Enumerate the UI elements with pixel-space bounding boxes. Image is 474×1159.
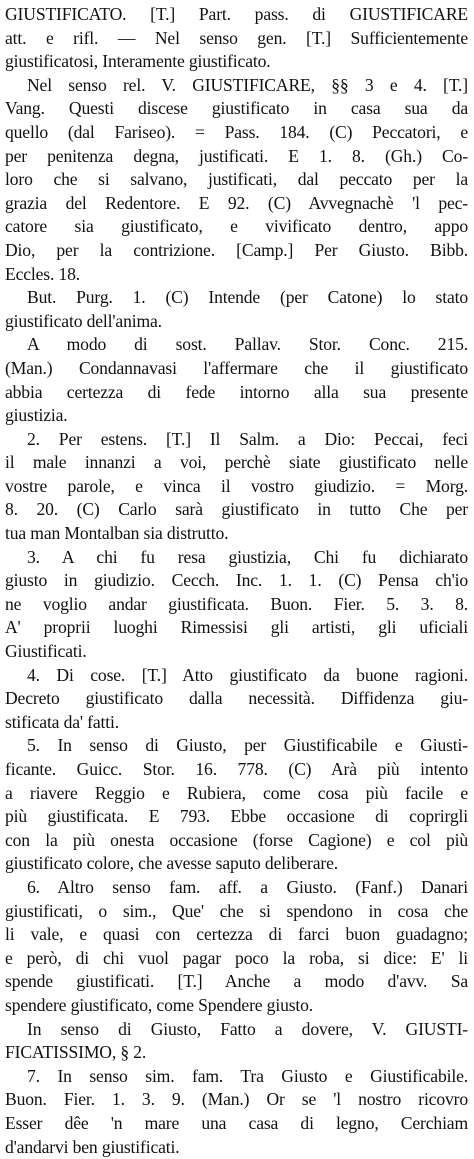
entry-line: (Man.) Condannavasi l'affermare che il giustificato [5,357,468,381]
entry-line: giustificati, o sim., Que' che si spendono in cosa che [5,900,468,924]
entry-line: Decreto giustificato dalla necessità. Diffidenza giu- [5,687,468,711]
entry-line: d'andarvi ben giustificati. [5,1136,468,1159]
entry-line: con la più onesta occasione (forse Cagione) e col più [5,829,468,853]
entry-line: Vang. Questi discese giustificato in casa sua da [5,97,468,121]
entry-line: tua man Montalban sia distrutto. [5,522,468,546]
entry-line: stificata da' fatti. [5,711,468,735]
entry-line: grazia del Redentore. E 92. (C) Avvegnachè 'l pec- [5,192,468,216]
entry-line: FICATISSIMO, § 2. [5,1041,468,1065]
entry-line: giustificato colore, che avesse saputo deliberare. [5,852,468,876]
entry-line: ne voglio andar giustificata. Buon. Fier. 5. 3. 8. [5,593,468,617]
entry-line: 7. In senso sim. fam. Tra Giusto e Giustificabile. [5,1065,468,1089]
entry-line: abbia certezza di fede intorno alla sua presente [5,381,468,405]
entry-line: Giustificati. [5,640,468,664]
entry-line: quello (dal Fariseo). = Pass. 184. (C) Peccatori, e [5,121,468,145]
entry-line: GIUSTIFICATO. [T.] Part. pass. di GIUSTIFICARE [5,3,468,27]
entry-line: Nel senso rel. V. GIUSTIFICARE, §§ 3 e 4. [T.] [5,74,468,98]
entry-line: per penitenza degna, justificati. E 1. 8. (Gh.) Co- [5,145,468,169]
entry-line: li vale, e quasi con certezza di farci buon guadagno; [5,923,468,947]
entry-line: 4. Di cose. [T.] Atto giustificato da buone ragioni. [5,664,468,688]
entry-line: 5. In senso di Giusto, per Giustificabile e Giusti- [5,734,468,758]
entry-line: spendere giustificato, come Spendere giusto. [5,994,468,1018]
entry-line: giustificatosi, Interamente giustificato. [5,50,468,74]
entry-line: 3. A chi fu resa giustizia, Chi fu dichiarato [5,546,468,570]
entry-line: a riavere Reggio e Rubiera, come cosa più facile e [5,782,468,806]
entry-line: 6. Altro senso fam. aff. a Giusto. (Fanf.) Danari [5,876,468,900]
entry-line: e però, di chi vuol pagar poco la roba, si dice: E' li [5,947,468,971]
entry-line: giustizia. [5,404,468,428]
entry-line: Esser dêe 'n mare una casa di legno, Cerchiam [5,1112,468,1136]
entry-line: Buon. Fier. 1. 3. 9. (Man.) Or se 'l nostro ricovro [5,1088,468,1112]
entry-line: giusto in giudizio. Cecch. Inc. 1. 1. (C) Pensa ch'io [5,569,468,593]
entry-line: Eccles. 18. [5,263,468,287]
entry-line: att. e rifl. — Nel senso gen. [T.] Sufficientemente [5,27,468,51]
entry-line: loro che si salvano, justificati, dal peccato per la [5,168,468,192]
entry-line: A' proprii luoghi Rimessisi gli artisti, gli uficiali [5,616,468,640]
entry-line: 2. Per estens. [T.] Il Salm. a Dio: Peccai, feci [5,428,468,452]
entry-line: spende giustificati. [T.] Anche a modo d'avv. Sa [5,970,468,994]
entry-line: più giustificata. E 793. Ebbe occasione di coprirgli [5,805,468,829]
entry-line: A modo di sost. Pallav. Stor. Conc. 215. [5,333,468,357]
entry-line: il male innanzi a voi, perchè siate giustificato nelle [5,451,468,475]
entry-line: In senso di Giusto, Fatto a dovere, V. GIUSTI- [5,1018,468,1042]
entry-line: Dio, per la contrizione. [Camp.] Per Giusto. Bibb. [5,239,468,263]
entry-line: catore sia giustificato, e vivificato dentro, appo [5,215,468,239]
entry-line: But. Purg. 1. (C) Intende (per Catone) lo stato [5,286,468,310]
entry-line: ficante. Guicc. Stor. 16. 778. (C) Arà più intento [5,758,468,782]
entry-line: vostre parole, e vinca il vostro giudizio. = Morg. [5,475,468,499]
entry-line: 8. 20. (C) Carlo sarà giustificato in tutto Che per [5,498,468,522]
entry-line: giustificato dell'anima. [5,310,468,334]
